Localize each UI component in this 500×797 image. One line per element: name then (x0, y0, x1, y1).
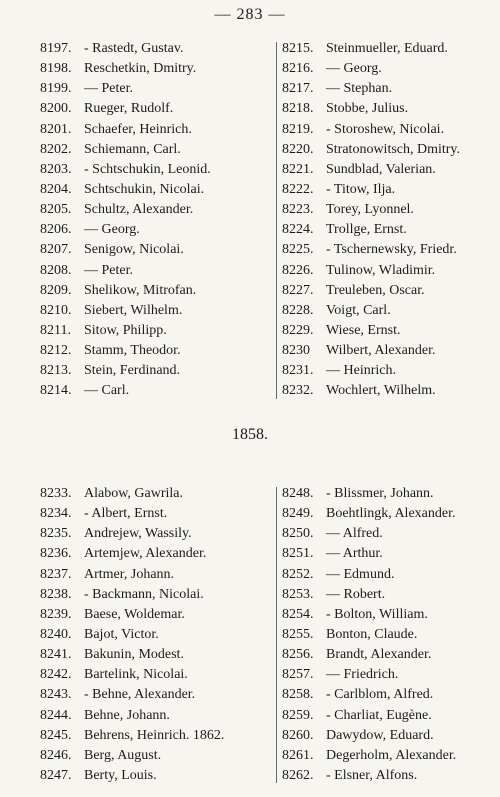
year-heading: 1858. (232, 426, 268, 443)
entry-name: Wochlert, Wilhelm. (326, 383, 436, 399)
entry-name: — Arthur. (326, 546, 383, 562)
entry-name: — Robert. (326, 586, 386, 602)
list-item (276, 39, 494, 59)
entry-name: Tulinow, Wladimir. (326, 262, 436, 278)
entry-number: 8250. (282, 526, 314, 542)
entry-number: 8208. (40, 262, 72, 278)
list-item (276, 200, 494, 220)
entry-number: 8261. (282, 747, 314, 763)
entry-number: 8246. (40, 747, 72, 763)
entry-number: 8252. (282, 566, 314, 582)
list-item (40, 746, 276, 766)
list-item (40, 261, 276, 281)
entry-name: - Blissmer, Johann. (326, 486, 434, 501)
entry-number: 8222. (282, 181, 314, 197)
entry-name: Bartelink, Nicolai. (84, 667, 188, 683)
list-item (40, 544, 276, 564)
list-item (276, 746, 494, 766)
entry-number: 8248. (282, 486, 314, 501)
list-item (276, 706, 494, 726)
entry-number: 8260. (282, 727, 314, 743)
list-item (276, 261, 494, 281)
list-item (276, 160, 494, 180)
list-item (276, 99, 494, 119)
entry-number: 8204. (40, 181, 72, 197)
entry-name: Brandt, Alexander. (326, 647, 432, 663)
entry-number: 8215. (282, 41, 314, 56)
list-item (276, 524, 494, 544)
entry-name: - Titow, Ilja. (326, 181, 396, 197)
list-item (40, 605, 276, 625)
entry-number: 8233. (40, 486, 72, 501)
entry-number: 8254. (282, 606, 314, 622)
entry-number: 8209. (40, 282, 72, 298)
entry-number: 8200. (40, 101, 72, 117)
list-item (40, 120, 276, 140)
list-item (40, 59, 276, 79)
entry-name: - Backmann, Nicolai. (84, 586, 204, 602)
list-item (276, 79, 494, 99)
entry-number: 8241. (40, 647, 72, 663)
entry-number: 8214. (40, 383, 72, 399)
entry-number: 8223. (282, 202, 314, 218)
entry-number: 8237. (40, 566, 72, 582)
entry-name: — Georg. (326, 61, 382, 77)
entries-block-1 (40, 39, 494, 402)
list-item (40, 665, 276, 685)
entry-name: Rueger, Rudolf. (84, 101, 174, 117)
list-item (276, 301, 494, 321)
entry-number: 8251. (282, 546, 314, 562)
entry-number: 8225. (282, 242, 314, 258)
list-item (276, 341, 494, 361)
right-column (276, 39, 494, 402)
entry-number: 8258. (282, 687, 314, 703)
list-item (40, 281, 276, 301)
entry-name: Stobbe, Julius. (326, 101, 409, 117)
entry-number: 8197. (40, 41, 72, 56)
entry-name: Bajot, Victor. (84, 626, 159, 642)
entry-number: 8262. (282, 767, 314, 783)
entry-name: Dawydow, Eduard. (326, 727, 434, 743)
entry-name: Torey, Lyonnel. (326, 202, 414, 218)
list-item (40, 524, 276, 544)
entry-number: 8228. (282, 302, 314, 318)
entry-number: 8227. (282, 282, 314, 298)
entry-number: 8245. (40, 727, 72, 743)
entry-name: - Bolton, William. (326, 606, 428, 622)
entry-name: Steinmueller, Eduard. (326, 41, 448, 56)
entry-number: 8221. (282, 161, 314, 177)
entry-name: - Charliat, Eugène. (326, 707, 432, 723)
entry-number: 8229. (282, 322, 314, 338)
list-item (40, 625, 276, 645)
entry-name: Stein, Ferdinand. (84, 363, 181, 379)
list-item (40, 585, 276, 605)
entry-name: Bakunin, Modest. (84, 647, 184, 663)
entry-name: Sundblad, Valerian. (326, 161, 436, 177)
entry-name: Behrens, Heinrich. 1862. (84, 727, 225, 743)
entry-number: 8249. (282, 506, 314, 522)
entry-name: Voigt, Carl. (326, 302, 391, 318)
entry-name: Wiese, Ernst. (326, 322, 401, 338)
entry-name: Schaefer, Heinrich. (84, 121, 192, 137)
entry-name: Alabow, Gawrila. (84, 486, 184, 501)
entry-name: — Alfred. (326, 526, 383, 542)
entry-number: 8217. (282, 81, 314, 97)
list-item (40, 39, 276, 59)
list-item (40, 200, 276, 220)
entry-name: Reschetkin, Dmitry. (84, 61, 197, 77)
entry-number: 8199. (40, 81, 72, 97)
entry-name: - Tschernewsky, Friedr. (326, 242, 457, 258)
entry-number: 8242. (40, 667, 72, 683)
left-column (40, 484, 276, 786)
entry-number: 8256. (282, 647, 314, 663)
list-item (40, 140, 276, 160)
list-item (276, 321, 494, 341)
entry-name: Siebert, Wilhelm. (84, 302, 183, 318)
entry-name: Shelikow, Mitrofan. (84, 282, 197, 298)
list-item (276, 59, 494, 79)
entry-number: 8255. (282, 626, 314, 642)
list-item (276, 625, 494, 645)
entry-number: 8239. (40, 606, 72, 622)
left-column (40, 39, 276, 402)
list-item (40, 160, 276, 180)
entry-name: Schtschukin, Nicolai. (84, 181, 205, 197)
list-item (276, 585, 494, 605)
entry-name: Schiemann, Carl. (84, 141, 181, 157)
entry-number: 8207. (40, 242, 72, 258)
list-item (40, 341, 276, 361)
entry-name: Senigow, Nicolai. (84, 242, 184, 258)
entry-name: Sitow, Philipp. (84, 322, 167, 338)
entry-name: Stratonowitsch, Dmitry. (326, 141, 461, 157)
entry-number: 8218. (282, 101, 314, 117)
list-item (40, 565, 276, 585)
list-item (276, 645, 494, 665)
entry-number: 8236. (40, 546, 72, 562)
list-item (40, 645, 276, 665)
entry-name: Behne, Johann. (84, 707, 170, 723)
entry-number: 8243. (40, 687, 72, 703)
entry-number: 8219. (282, 121, 314, 137)
entry-name: Baese, Woldemar. (84, 606, 185, 622)
entry-name: Andrejew, Wassily. (84, 526, 192, 542)
entry-name: - Schtschukin, Leonid. (84, 161, 211, 177)
entry-number: 8203. (40, 161, 72, 177)
entry-number: 8210. (40, 302, 72, 318)
entry-name: - Elsner, Alfons. (326, 767, 418, 783)
list-item (276, 120, 494, 140)
entry-name: — Stephan. (326, 81, 393, 97)
list-item (40, 726, 276, 746)
entry-name: Artmer, Johann. (84, 566, 175, 582)
page-number: — 283 — (214, 6, 286, 23)
list-item (40, 381, 276, 401)
entry-name: — Edmund. (326, 566, 395, 582)
entry-name: - Albert, Ernst. (84, 506, 168, 522)
entry-name: — Peter. (84, 81, 133, 97)
entry-name: Stamm, Theodor. (84, 343, 181, 359)
entry-number: 8206. (40, 222, 72, 238)
entry-number: 8247. (40, 767, 72, 783)
list-item (40, 301, 276, 321)
entry-number: 8253. (282, 586, 314, 602)
list-item (276, 726, 494, 746)
list-item (276, 544, 494, 564)
entry-number: 8235. (40, 526, 72, 542)
list-item (40, 484, 276, 504)
entry-number: 8231. (282, 363, 314, 379)
list-item (276, 484, 494, 504)
entry-name: - Rastedt, Gustav. (84, 41, 184, 56)
entry-name: Schultz, Alexander. (84, 202, 194, 218)
entry-number: 8232. (282, 383, 314, 399)
entry-name: — Georg. (84, 222, 140, 238)
entry-name: Trollge, Ernst. (326, 222, 407, 238)
entry-name: Treuleben, Oscar. (326, 282, 425, 298)
entry-name: - Carlblom, Alfred. (326, 687, 434, 703)
entry-number: 8244. (40, 707, 72, 723)
list-item (40, 361, 276, 381)
entry-number: 8238. (40, 586, 72, 602)
entry-number: 8259. (282, 707, 314, 723)
entry-number: 8234. (40, 506, 72, 522)
entry-name: Wilbert, Alexander. (326, 343, 436, 359)
entry-number: 8211. (40, 322, 71, 338)
entry-number: 8257. (282, 667, 314, 683)
list-item (276, 381, 494, 401)
list-item (276, 504, 494, 524)
entry-name: Degerholm, Alexander. (326, 747, 457, 763)
entry-number: 8205. (40, 202, 72, 218)
entry-number: 8212. (40, 343, 72, 359)
entry-name: — Friedrich. (326, 667, 399, 683)
list-item (276, 240, 494, 260)
entry-name: Boehtlingk, Alexander. (326, 506, 456, 522)
entry-name: — Heinrich. (326, 363, 396, 379)
list-item (40, 321, 276, 341)
list-item (40, 99, 276, 119)
entry-number: 8224. (282, 222, 314, 238)
entry-name: Bonton, Claude. (326, 626, 418, 642)
entry-number: 8216. (282, 61, 314, 77)
list-item (40, 180, 276, 200)
entry-name: Artemjew, Alexander. (84, 546, 207, 562)
list-item (276, 685, 494, 705)
list-item (40, 240, 276, 260)
entry-name: Berty, Louis. (84, 767, 157, 783)
entry-name: - Storoshew, Nicolai. (326, 121, 445, 137)
entry-number: 8213. (40, 363, 72, 379)
entry-number: 8230 (282, 343, 310, 359)
entry-number: 8198. (40, 61, 72, 77)
list-item (276, 766, 494, 786)
list-item (276, 220, 494, 240)
right-column (276, 484, 494, 786)
entry-name: Berg, August. (84, 747, 162, 763)
list-item (276, 605, 494, 625)
entry-name: - Behne, Alexander. (84, 687, 196, 703)
list-item (40, 220, 276, 240)
entry-number: 8202. (40, 141, 72, 157)
list-item (40, 504, 276, 524)
list-item (40, 685, 276, 705)
list-item (40, 766, 276, 786)
entry-number: 8226. (282, 262, 314, 278)
list-item (276, 180, 494, 200)
entry-number: 8201. (40, 121, 72, 137)
list-item (276, 140, 494, 160)
list-item (40, 706, 276, 726)
list-item (276, 361, 494, 381)
list-item (276, 665, 494, 685)
list-item (40, 79, 276, 99)
entry-number: 8220. (282, 141, 314, 157)
list-item (276, 565, 494, 585)
entry-name: — Peter. (84, 262, 133, 278)
entry-name: — Carl. (84, 383, 130, 399)
entry-number: 8240. (40, 626, 72, 642)
list-item (276, 281, 494, 301)
entries-block-2 (40, 484, 494, 786)
